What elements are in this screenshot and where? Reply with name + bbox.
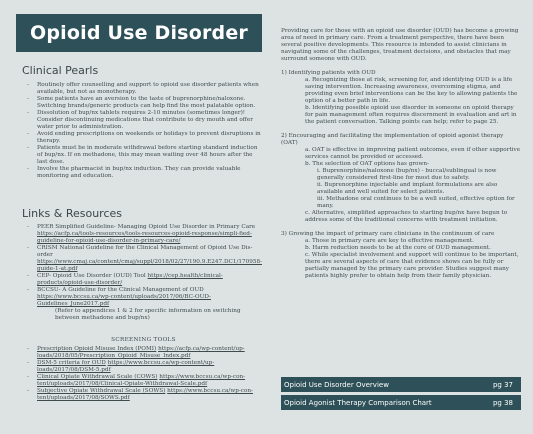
pearl-item: - Avoid ending prescriptions on weekends or holidays to prevent disruptions in therapy. [25,131,262,145]
resource-title: CEP- Opioid Use Disorder (OUD) Tool [37,273,146,279]
pearl-item: - Routinely offer counselling and support to opioid use disorder patients when available, but not as monotherapy. [25,82,262,96]
section-line: a. Those in primary care are key to effective management. [305,238,474,244]
intro-paragraph: Providing care for those with an opioid use disorder (OUD) has become a growing area of need in primary care. From a treatment perspective, there have been several positive developments. This resource is intended to assist clinicians in navigating some of the challenges, treatment decisions, and obstacles that may surround someone with OUD. [281,28,519,62]
section-line: ii. Buprenorphine injectable and implant formulations are also available and well suited for select patients. [317,182,498,195]
screening-tools-list [25,346,262,402]
pearl-item: - Involve the pharmacist in bup/nx induction. They can provide valuable monitoring and education. [25,166,262,180]
tool-item [25,346,262,360]
nav-label: Opioid Use Disorder Overview [284,380,389,389]
tool-link[interactable]: https://www.bccsu.ca/wp-con-tent/uploads/2017/08/SOWS.pdf [37,388,253,401]
page-title: Opioid Use Disorder [16,14,262,52]
resource-item [25,273,262,287]
tool-link[interactable]: https://www.bccsu.ca/wp-con-tent/uploads/2017/08/Clinical-Opiate-Withdrawal-Scale.pdf [37,374,246,387]
section-heading: 1) Identifying patients with OUD [281,70,376,76]
nav-page: pg 38 [492,398,513,407]
nav-label: Opioid Agonist Therapy Comparison Chart [284,398,432,407]
section-heading: 2) Encouraging and facilitating the implementation of opioid agonist therapy (OAT) [281,133,504,146]
tool-link[interactable]: https://www.bccsu.ca/wp-content/up-loads/2017/08/DSM-5.pdf [37,360,215,373]
resource-item [25,287,262,322]
resource-title: PEER Simplified Guideline- Managing Opioid Use Disorder in Primary Care [37,224,256,230]
tool-item [25,374,262,388]
right-column [281,28,521,280]
section-line: b. Harm reduction needs to be at the core of OUD management. [305,245,491,251]
nav-link-oat-comparison[interactable] [281,395,521,410]
tool-link[interactable]: https://acfp.ca/wp-content/up-loads/2018/05/Prescription_Opioid_Misuse_Index.pdf [37,346,245,359]
section-line: i. Buprenorphine/naloxone (bup/nx) - buccal/sublingual is now generally considered first-line for most due to safety. [317,168,497,181]
resource-title: BCCSU- A Guideline for the Clinical Management of OUD [37,287,204,293]
resource-title: CRISM National Guideline for the Clinical Management of Opioid Use Dis-order [37,245,253,258]
tool-item [25,360,262,374]
section-line: b. The selection of OAT options has grown- [305,161,429,167]
resource-link[interactable]: https://acfp.ca/tools-resources/tools-resources-opioid-response/simpli-fied-guideline-for-opioid-use-disorder-in-primary-care/ [37,231,252,244]
pearl-item: - Dissolution of bup/nx tablets requires 2-10 minutes (sometimes longer)! Consider discontinuing medications that contribute to dry mouth and offer water prior to administration. [25,110,262,131]
screening-tools-heading: SCREENING TOOLS [111,337,176,343]
nav-page: pg 37 [492,380,513,389]
tool-title[interactable]: Subjective Opiate Withdrawal Scale (SOWS) [37,388,166,394]
section-line: a. Recognizing those at risk, screening for, and identifying OUD is a life saving intervention. Increasing awareness, overcoming stigma, and providing even brief interventions can be the key to allowing patients the option of a better path in life. [305,77,518,104]
tool-title[interactable]: DSM-5 criteria for OUD [37,360,106,366]
resource-note: (Refer to appendices 1 & 2 for specific information on switching between methadone and bup/nx) [55,308,241,321]
section-heading: 3) Growing the impact of primary care clinicians in the continuum of care [281,231,495,237]
resource-item [25,224,262,245]
nav-link-oud-overview[interactable] [281,377,521,392]
resource-link[interactable]: https://www.cmaj.ca/content/cmaj/suppl/2018/02/27/190.9.E247.DC1/170958-guide-1-at.pdf [37,259,263,272]
links-heading: Links & Resources [22,207,123,220]
pearl-item: - Some patients have an aversion to the taste of buprenorphine/naloxone. Switching brands/generic products can help find the most palatable option. [25,96,262,110]
section-line: b. Identifying possible opioid use disorder in someone on opioid therapy for pain management often requires discernment in evaluation and art in the patient conversation. Talking points can help; refer to page 25. [305,105,517,125]
tool-title[interactable]: Prescription Opioid Misuse Index (POMI) [37,346,157,352]
tool-title[interactable]: Clinical Opiate Withdrawal Scale (COWS) [37,374,158,380]
tool-item [25,388,262,402]
section-line: c. Alternative, simplified approaches to starting bup/nx have begun to address some of the traditional concerns with treatment initiation. [305,210,508,223]
links-list [25,224,262,322]
resource-link[interactable]: https://cep.health/clinical-products/opioid-use-disorder/ [37,273,223,286]
section-line: c. While specialist involvement and support will continue to be important, there are several aspects of care that evidence shows can be fully or partially managed by the primary care provider. Studies suggest many patients highly prefer to obtain help from their family physician. [305,252,519,279]
resource-link[interactable]: https://www.bccsu.ca/wp-content/uploads/2017/06/BC-OUD-Guidelines_June2017.pdf [37,294,211,307]
section-line: iii. Methadone oral continues to be a well suited, effective option for many. [317,196,515,209]
resource-item [25,245,262,273]
pearl-item: - Patients must be in moderate withdrawal before starting standard induction of bup/nx. If on methadone, this may mean waiting over 48 hours after the last dose. [25,145,262,166]
clinical-pearls-heading: Clinical Pearls [22,64,99,77]
clinical-pearls-list [25,82,262,180]
section-line: a. OAT is effective in improving patient outcomes, even if other supportive services cannot be provided or accessed. [305,147,521,160]
